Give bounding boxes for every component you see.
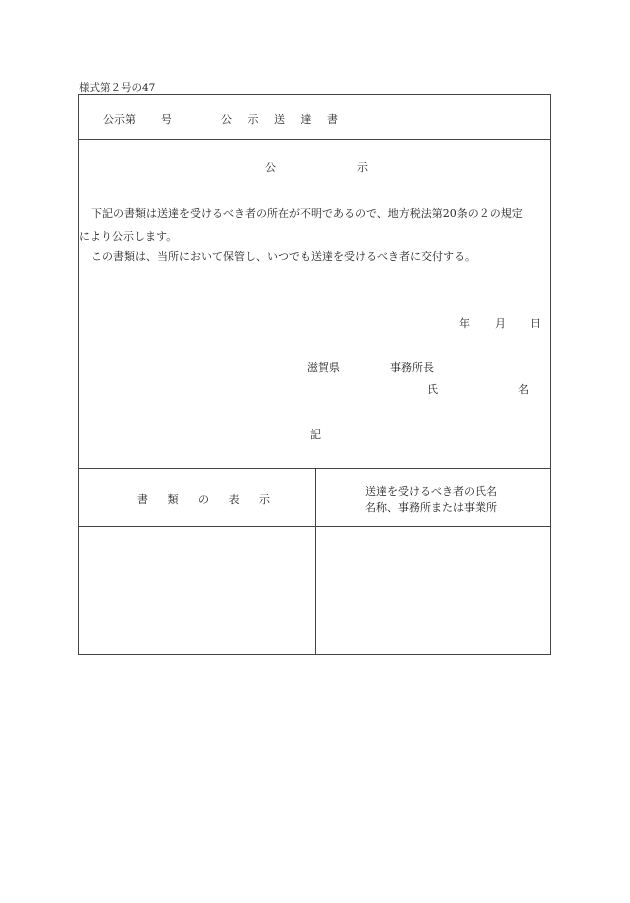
notice-number-suffix: 号 (161, 113, 172, 126)
header-divider (79, 139, 550, 140)
date-year: 年 (459, 317, 470, 330)
date-day: 日 (530, 317, 541, 330)
document-title: 公 示 送 達 書 (221, 113, 344, 126)
office-head-label: 事務所長 (390, 361, 434, 374)
prefecture-label: 滋賀県 (307, 361, 340, 374)
notice-heading-left: 公 (265, 161, 276, 174)
recipient-column-header-line-2: 名称、事務所または事業所 (365, 501, 497, 514)
name-label-right: 名 (518, 383, 529, 396)
notice-number-prefix: 公示第 (103, 113, 136, 126)
documents-column-header: 書 類 の 表 示 (137, 493, 278, 506)
notice-heading-right: 示 (357, 161, 368, 174)
name-label-left: 氏 (427, 383, 438, 396)
notice-form-frame (78, 94, 551, 655)
notice-paragraph-1-line-1: 下記の書類は送達を受けるべき者の所在が不明であるので、地方税法第20条の２の規定 (91, 207, 523, 220)
notice-paragraph-2: この書類は、当所において保管し、いつでも送達を受けるべき者に交付する。 (91, 250, 476, 263)
recipient-column-header-line-1: 送達を受けるべき者の氏名 (365, 485, 497, 498)
table-header-divider (79, 526, 550, 527)
table-column-divider (315, 468, 316, 655)
ki-label: 記 (310, 428, 321, 441)
notice-paragraph-1-line-2: により公示します。 (79, 230, 178, 243)
form-number: 様式第２号の47 (79, 82, 156, 94)
date-month: 月 (495, 317, 506, 330)
